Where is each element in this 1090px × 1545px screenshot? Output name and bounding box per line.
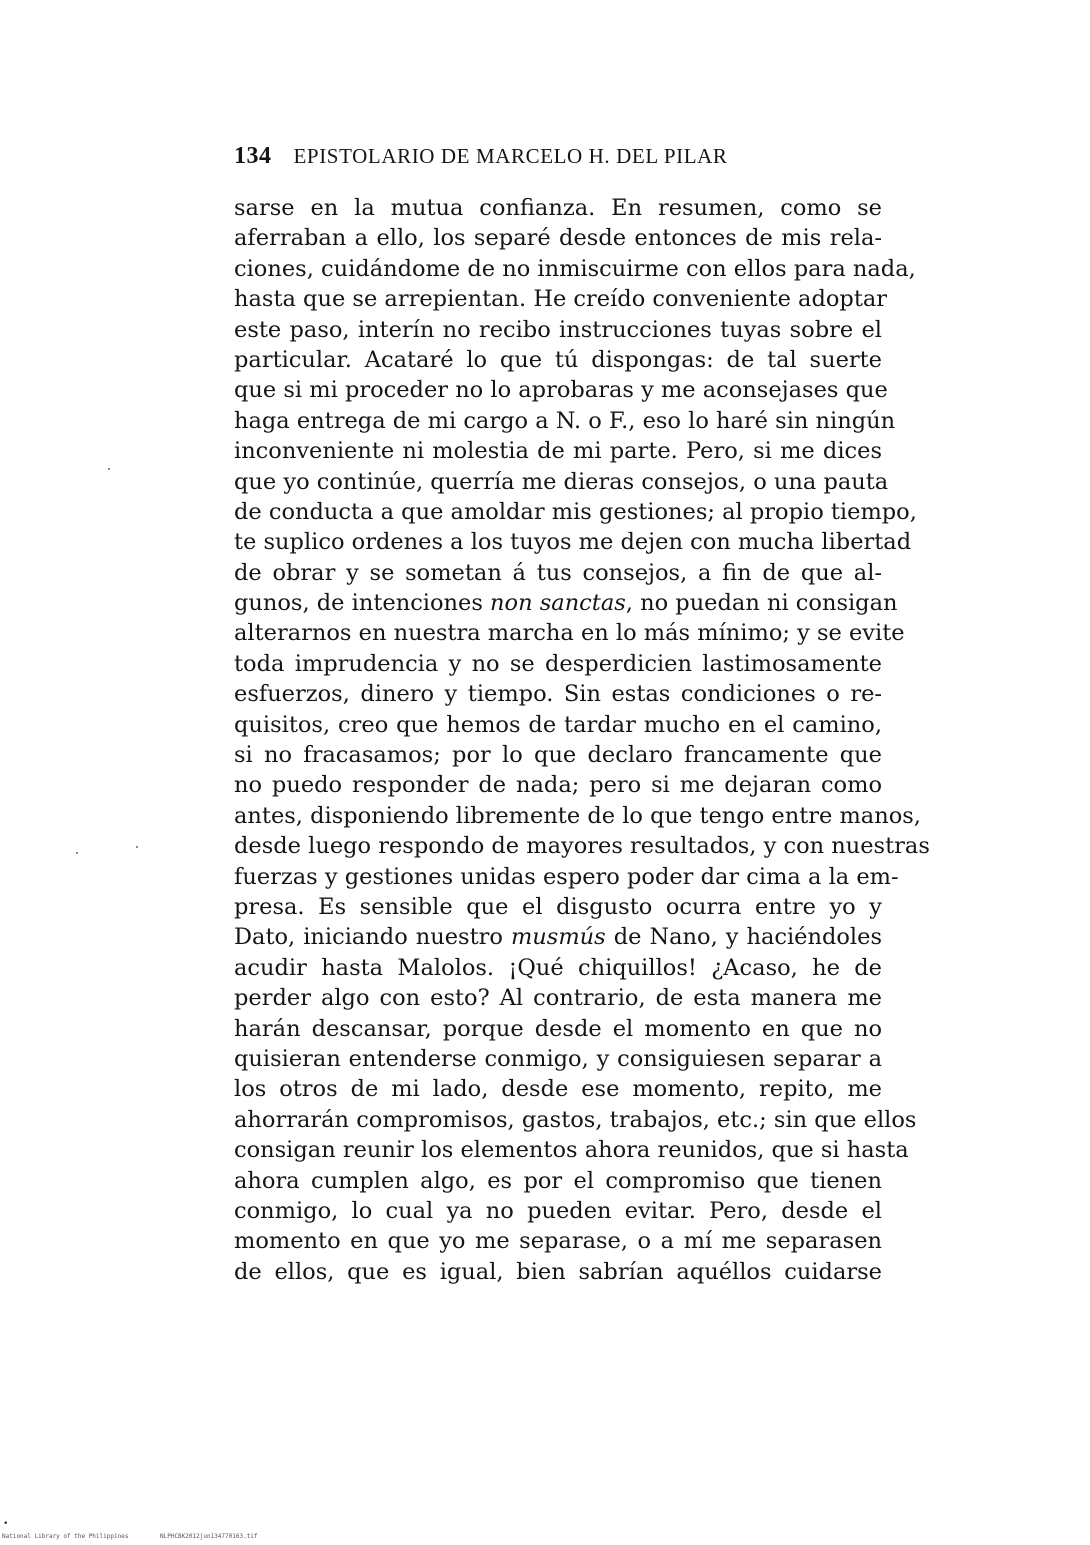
text-line: alterarnos en nuestra marcha en lo más mínimo; y se evite: [234, 620, 905, 647]
footer-library-credit: National Library of the Philippines: [2, 1533, 129, 1540]
page-number: 134: [234, 143, 272, 169]
text-line: gunos, de intenciones non sanctas, no puedan ni consigan: [234, 590, 898, 617]
scan-speck: [136, 846, 138, 848]
text-line: fuerzas y gestiones unidas espero poder dar cima a la em-: [234, 863, 899, 890]
text-line: particular. Acataré lo que tú dispongas: de tal suerte: [234, 346, 882, 373]
running-title: EPISTOLARIO DE MARCELO H. DEL PILAR: [293, 144, 728, 168]
text-line: de conducta a que amoldar mis gestiones; al propio tiempo,: [234, 498, 917, 525]
text-line: haga entrega de mi cargo a N. o F., eso lo haré sin ningún: [234, 407, 896, 434]
footer-file-name: NLPHCBK2012jun134770163.tif: [160, 1533, 258, 1540]
text-line: que yo continúe, querría me dieras consejos, o una pauta: [234, 468, 889, 495]
text-line: te suplico ordenes a los tuyos me dejen con mucha libertad: [234, 529, 912, 556]
text-line: consigan reunir los elementos ahora reunidos, que si hasta: [234, 1137, 909, 1164]
text-line: conmigo, lo cual ya no pueden evitar. Pero, desde el: [234, 1197, 882, 1224]
text-line: de ellos, que es igual, bien sabrían aquéllos cuidarse: [234, 1258, 882, 1285]
text-line: quisieran entenderse conmigo, y consiguiesen separar a: [234, 1045, 882, 1072]
text-line: antes, disponiendo libremente de lo que tengo entre manos,: [234, 802, 921, 829]
scan-footer: [0, 1519, 1090, 1543]
text-line: hasta que se arrepientan. He creído conveniente adoptar: [234, 286, 888, 313]
scan-speck: [76, 852, 78, 854]
text-line: no puedo responder de nada; pero si me dejaran como: [234, 772, 882, 799]
text-line: los otros de mi lado, desde ese momento, repito, me: [234, 1076, 882, 1103]
text-line: perder algo con esto? Al contrario, de esta manera me: [234, 985, 882, 1012]
text-line: sarse en la mutua confianza. En resumen, como se: [234, 195, 882, 221]
text-line: acudir hasta Malolos. ¡Qué chiquillos! ¿Acaso, he de: [234, 954, 882, 981]
scan-speck: [108, 468, 110, 470]
text-line: si no fracasamos; por lo que declaro francamente que: [234, 742, 882, 769]
italic-term: musmús: [510, 924, 606, 951]
text-line: inconveniente ni molestia de mi parte. Pero, si me dices: [234, 438, 882, 465]
text-line: de obrar y se sometan á tus consejos, a fin de que al-: [234, 559, 882, 586]
text-line: este paso, interín no recibo instrucciones tuyas sobre el: [234, 316, 882, 343]
scan-mark-icon: •: [3, 1519, 9, 1529]
text-line: quisitos, creo que hemos de tardar mucho en el camino,: [234, 711, 882, 738]
text-line: que si mi proceder no lo aprobaras y me aconsejases que: [234, 377, 888, 404]
text-line: ahora cumplen algo, es por el compromiso que tienen: [234, 1167, 882, 1194]
text-line: Dato, iniciando nuestro musmús de Nano, y haciéndoles: [234, 924, 882, 951]
text-line: aferraban a ello, los separé desde entonces de mis rela-: [234, 225, 882, 252]
text-line: momento en que yo me separase, o a mí me separasen: [234, 1228, 882, 1255]
text-line: desde luego respondo de mayores resultados, y con nuestras: [234, 833, 930, 860]
text-line: ahorrarán compromisos, gastos, trabajos, etc.; sin que ellos: [234, 1106, 917, 1133]
text-line: harán descansar, porque desde el momento en que no: [234, 1015, 882, 1042]
body-text: [234, 193, 930, 1287]
text-line: presa. Es sensible que el disgusto ocurra entre yo y: [234, 893, 882, 920]
text-line: esfuerzos, dinero y tiempo. Sin estas condiciones o re-: [234, 681, 882, 708]
text-line: toda imprudencia y no se desperdicien lastimosamente: [234, 650, 882, 677]
italic-term: non sanctas: [490, 590, 626, 617]
text-line: ciones, cuidándome de no inmiscuirme con ellos para nada,: [234, 255, 916, 282]
running-head: [234, 143, 884, 177]
